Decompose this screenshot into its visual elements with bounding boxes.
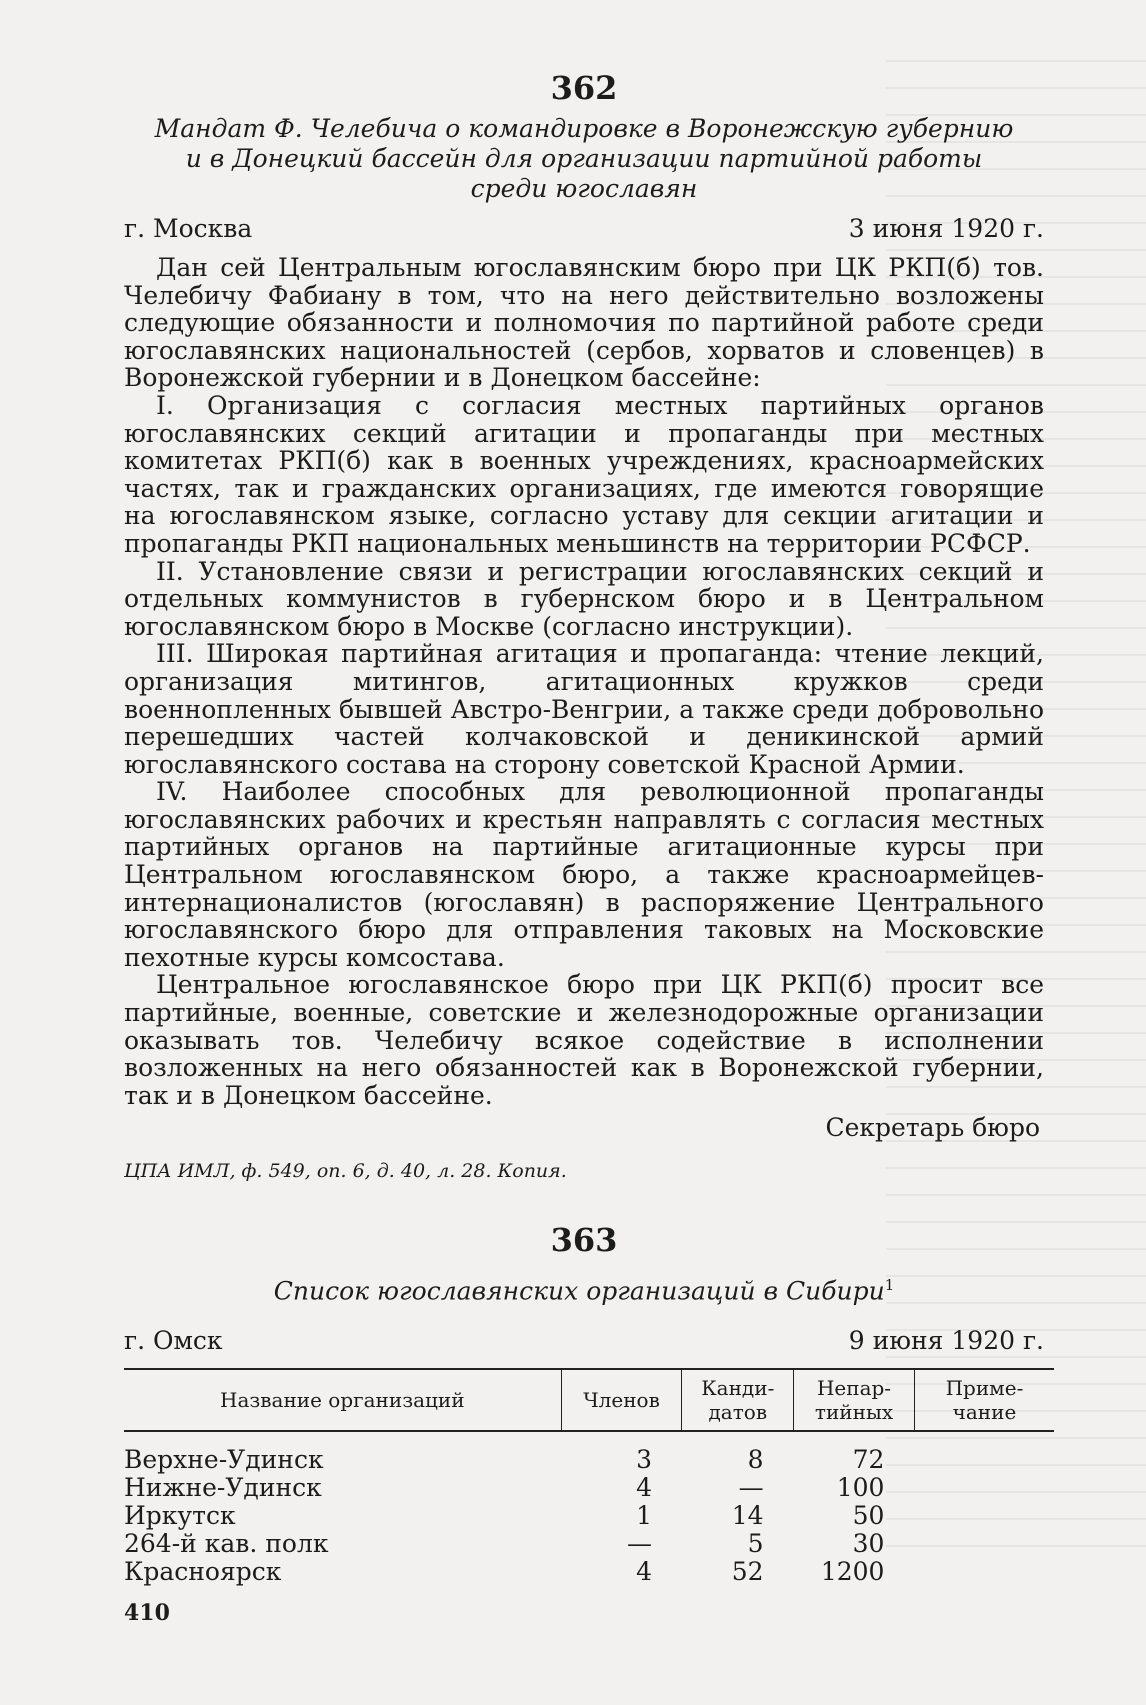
place: г. Москва bbox=[124, 214, 253, 243]
column-header: Приме- чание bbox=[914, 1369, 1054, 1431]
cell-name: Иркутск bbox=[124, 1501, 236, 1531]
paragraph: I. Организация с согласия местных партийных органов югославянских секций агитации и пропаганды при местных комитетах РКП(б) как в военных учреждениях, красноармейских частях, так и гражданских организациях, где имеются говорящие на югославянском языке, согласно уставу для секции агитации и пропаганды РКП национальных меньшинств на территории РСФСР. bbox=[124, 390, 1044, 558]
table-row bbox=[124, 1431, 1054, 1474]
archive-source: ЦПА ИМЛ, ф. 549, оп. 6, д. 40, л. 28. Копия. bbox=[124, 1160, 567, 1183]
place-date-line bbox=[124, 1326, 1044, 1356]
date: 9 июня 1920 г. bbox=[848, 1326, 1044, 1356]
document-363 bbox=[124, 1222, 1044, 1586]
table-row bbox=[124, 1558, 1054, 1586]
cell-note bbox=[914, 1558, 1054, 1586]
document-number: 363 bbox=[550, 1221, 618, 1259]
table-header-row bbox=[124, 1369, 1054, 1431]
document-title: Мандат Ф. Челебича о командировке в Воронежскую губернию и в Донецкий бассейн для организации партийной работы среди югославян bbox=[154, 114, 1014, 203]
cell-members: — bbox=[626, 1529, 652, 1559]
table-row bbox=[124, 1530, 1054, 1558]
column-header: Название организаций bbox=[124, 1369, 561, 1431]
cell-candidates: — bbox=[738, 1473, 764, 1503]
cell-note bbox=[914, 1530, 1054, 1558]
signature: Секретарь бюро bbox=[825, 1113, 1040, 1143]
column-header: Членов bbox=[561, 1369, 682, 1431]
cell-name: Верхне-Удинск bbox=[124, 1445, 324, 1475]
footnote-marker: 1 bbox=[884, 1276, 895, 1294]
cell-candidates: 14 bbox=[731, 1501, 764, 1531]
cell-name: Нижне-Удинск bbox=[124, 1473, 322, 1503]
cell-nonparty: 50 bbox=[852, 1501, 885, 1531]
cell-members: 3 bbox=[636, 1445, 652, 1475]
cell-candidates: 52 bbox=[731, 1557, 764, 1587]
page-number: 410 bbox=[124, 1600, 170, 1626]
place-date-line bbox=[124, 214, 1044, 244]
cell-name: Красноярск bbox=[124, 1557, 282, 1587]
cell-members: 4 bbox=[636, 1557, 652, 1587]
paragraph: Дан сей Центральным югославянским бюро при ЦК РКП(б) тов. Челебичу Фабиану в том, что на него действительно возложены следующие обязанности и полномочия по партийной работе среди югославянских национальностей (сербов, хорватов и словенцев) в Воронежской губернии и в Донецком бассейне: bbox=[124, 253, 1044, 393]
cell-note bbox=[914, 1502, 1054, 1530]
cell-candidates: 8 bbox=[747, 1445, 764, 1475]
cell-nonparty: 72 bbox=[852, 1445, 885, 1475]
table-row bbox=[124, 1474, 1054, 1502]
cell-nonparty: 1200 bbox=[820, 1557, 885, 1587]
document-body bbox=[124, 254, 1044, 1109]
paragraph: III. Широкая партийная агитация и пропаганда: чтение лекций, организация митингов, агитационных кружков среди военнопленных бывшей Австро-Венгрии, а также среди добровольно перешедших частей колчаковской и деникинской армий югославянского состава на сторону советской Красной Армии. bbox=[124, 639, 1044, 779]
place: г. Омск bbox=[124, 1326, 223, 1356]
document-title-text: Список югославянских организаций в Сибири bbox=[273, 1276, 885, 1306]
cell-nonparty: 100 bbox=[836, 1473, 885, 1503]
column-header: Канди- датов bbox=[682, 1369, 794, 1431]
cell-name: 264-й кав. полк bbox=[124, 1529, 329, 1559]
cell-members: 4 bbox=[636, 1473, 652, 1503]
document-title bbox=[154, 1270, 1014, 1306]
cell-candidates: 5 bbox=[747, 1529, 764, 1559]
cell-members: 1 bbox=[636, 1501, 652, 1531]
paragraph: II. Установление связи и регистрации югославянских секций и отдельных коммунистов в губернском бюро и в Центральном югославянском бюро в Москве (согласно инструкции). bbox=[124, 556, 1044, 641]
document-362 bbox=[124, 70, 1044, 1183]
table-row bbox=[124, 1502, 1054, 1530]
cell-note bbox=[914, 1474, 1054, 1502]
paragraph: Центральное югославянское бюро при ЦК РКП(б) просит все партийные, военные, советские и железнодорожные организации оказывать тов. Челебичу всякое содействие в исполнении возложенных на него обязанностей как в Воронежской губернии, так и в Донецком бассейне. bbox=[124, 970, 1044, 1110]
paragraph: IV. Наиболее способных для революционной пропаганды югославянских рабочих и крестьян направлять с согласия местных партийных органов на партийные агитационные курсы при Центральном югославянском бюро, а также красноармейцев-интернационалистов (югославян) в распоряжение Центрального югославянского бюро для отправления таковых на Московские пехотные курсы комсостава. bbox=[124, 777, 1044, 972]
organizations-table bbox=[124, 1368, 1054, 1586]
column-header: Непар- тийных bbox=[794, 1369, 915, 1431]
document-number: 362 bbox=[550, 69, 618, 107]
date: 3 июня 1920 г. bbox=[848, 214, 1044, 243]
cell-note bbox=[914, 1431, 1054, 1474]
cell-nonparty: 30 bbox=[852, 1529, 885, 1559]
